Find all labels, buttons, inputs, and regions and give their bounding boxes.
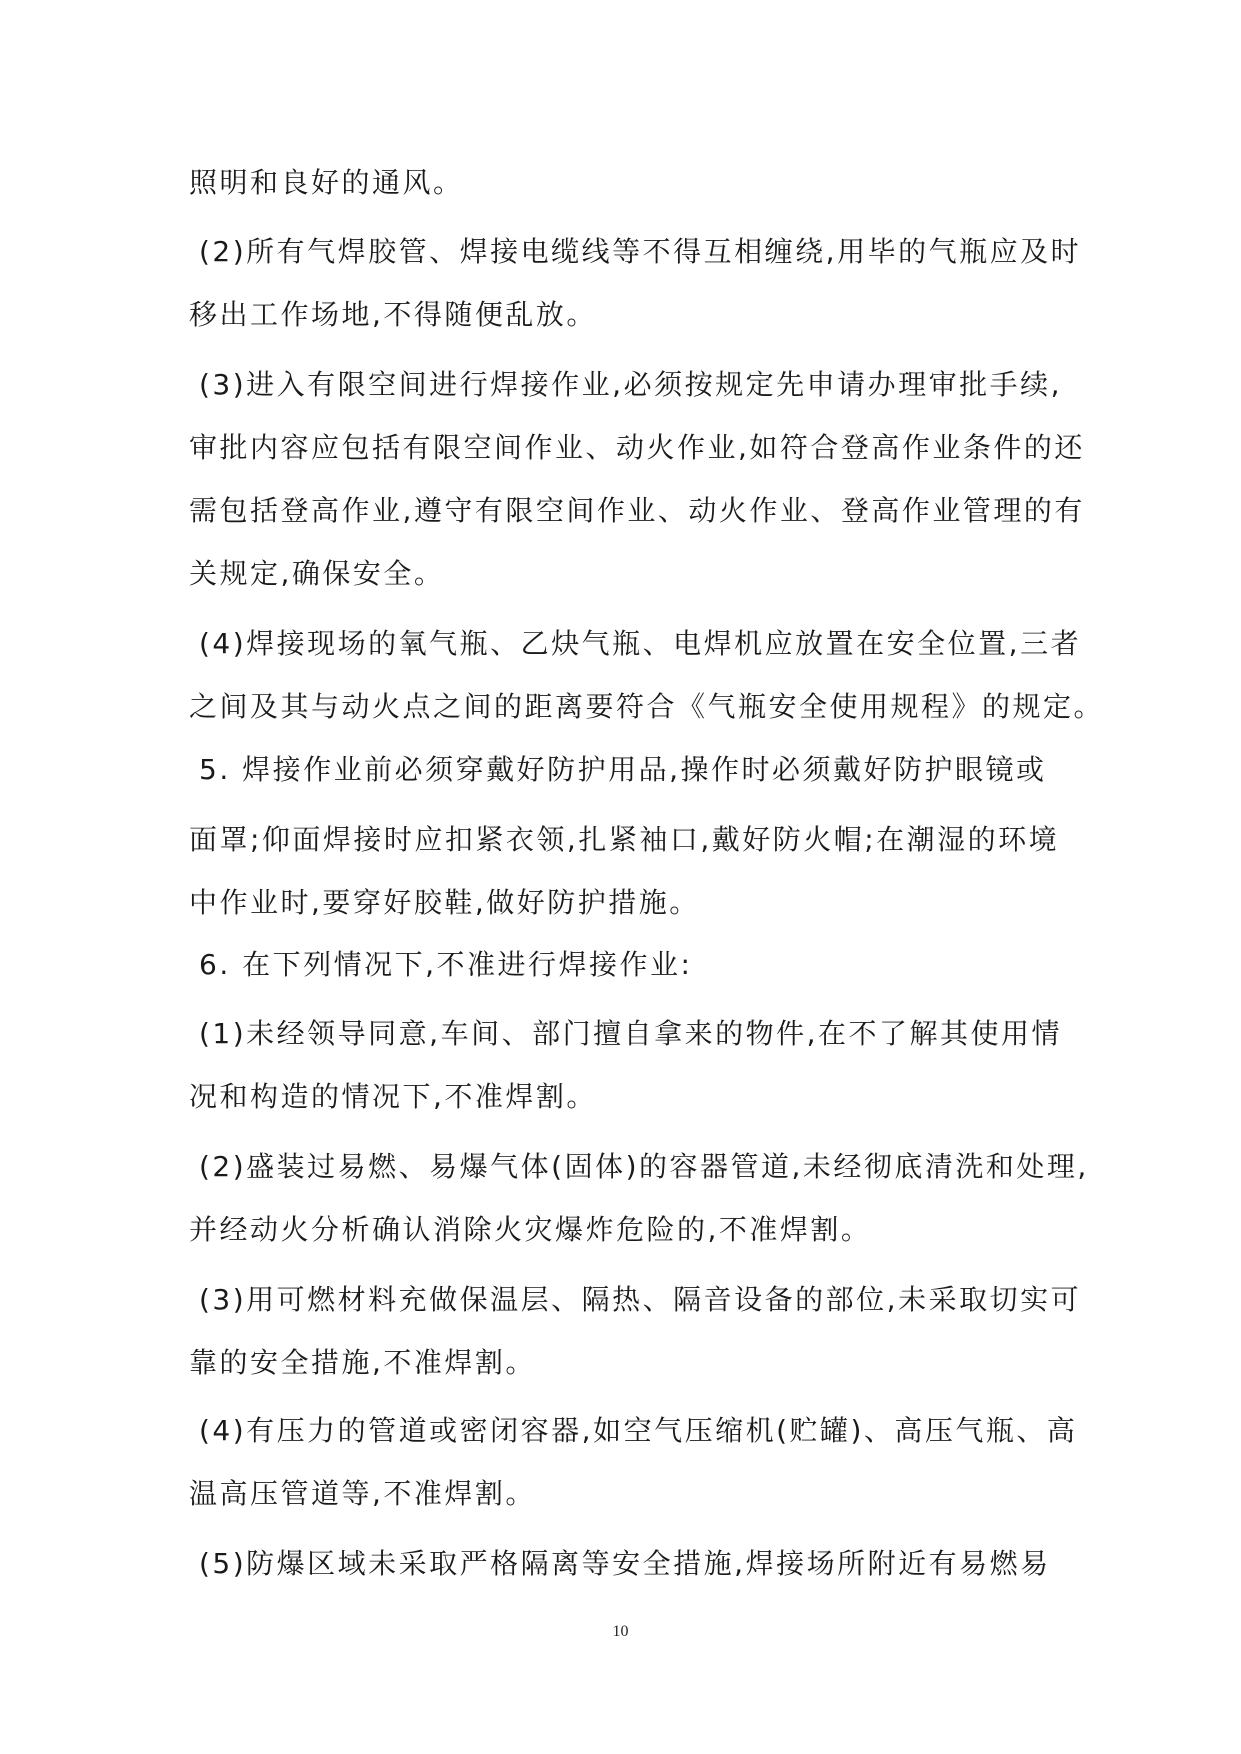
body-text-line: 关规定,确保安全。 xyxy=(189,557,445,590)
body-text-line: (5)防爆区域未采取严格隔离等安全措施,焊接场所附近有易燃易 xyxy=(199,1547,1051,1580)
body-text-line: 面罩;仰面焊接时应扣紧衣领,扎紧袖口,戴好防火帽;在潮湿的环境 xyxy=(189,823,1060,856)
body-text-line: 移出工作场地,不得随便乱放。 xyxy=(189,298,597,331)
body-text-line: (3)进入有限空间进行焊接作业,必须按规定先申请办理审批手续, xyxy=(199,368,1062,401)
body-text-line: 温高压管道等,不准焊割。 xyxy=(189,1477,536,1510)
body-text-line: 靠的安全措施,不准焊割。 xyxy=(189,1346,536,1379)
body-text-line: (2)所有气焊胶管、焊接电缆线等不得互相缠绕,用毕的气瓶应及时 xyxy=(199,235,1082,268)
body-text-line: 况和构造的情况下,不准焊割。 xyxy=(189,1080,597,1113)
body-text-line: 照明和良好的通风。 xyxy=(189,166,464,199)
body-text-line: (3)用可燃材料充做保温层、隔热、隔音设备的部位,未采取切实可 xyxy=(199,1283,1082,1316)
body-text-line: 5. 焊接作业前必须穿戴好防护用品,操作时必须戴好防护眼镜或 xyxy=(199,753,1047,786)
body-text-line: 需包括登高作业,遵守有限空间作业、动火作业、登高作业管理的有 xyxy=(189,494,1085,527)
page-number: 10 xyxy=(612,1623,629,1640)
body-text-line: 审批内容应包括有限空间作业、动火作业,如符合登高作业条件的还 xyxy=(189,431,1085,464)
body-text-line: 并经动火分析确认消除火灾爆炸危险的,不准焊割。 xyxy=(189,1213,872,1246)
body-text-line: (2)盛装过易燃、易爆气体(固体)的容器管道,未经彻底清洗和处理, xyxy=(199,1150,1089,1183)
body-text-line: 6. 在下列情况下,不准进行焊接作业: xyxy=(199,948,693,981)
body-text-line: 中作业时,要穿好胶鞋,做好防护措施。 xyxy=(189,886,700,919)
body-text-line: 之间及其与动火点之间的距离要符合《气瓶安全使用规程》的规定。 xyxy=(189,690,1105,723)
body-text-line: (1)未经领导同意,车间、部门擅自拿来的物件,在不了解其使用情 xyxy=(199,1017,1062,1050)
body-text-line: (4)有压力的管道或密闭容器,如空气压缩机(贮罐)、高压气瓶、高 xyxy=(199,1414,1078,1447)
body-text-line: (4)焊接现场的氧气瓶、乙炔气瓶、电焊机应放置在安全位置,三者 xyxy=(199,627,1082,660)
